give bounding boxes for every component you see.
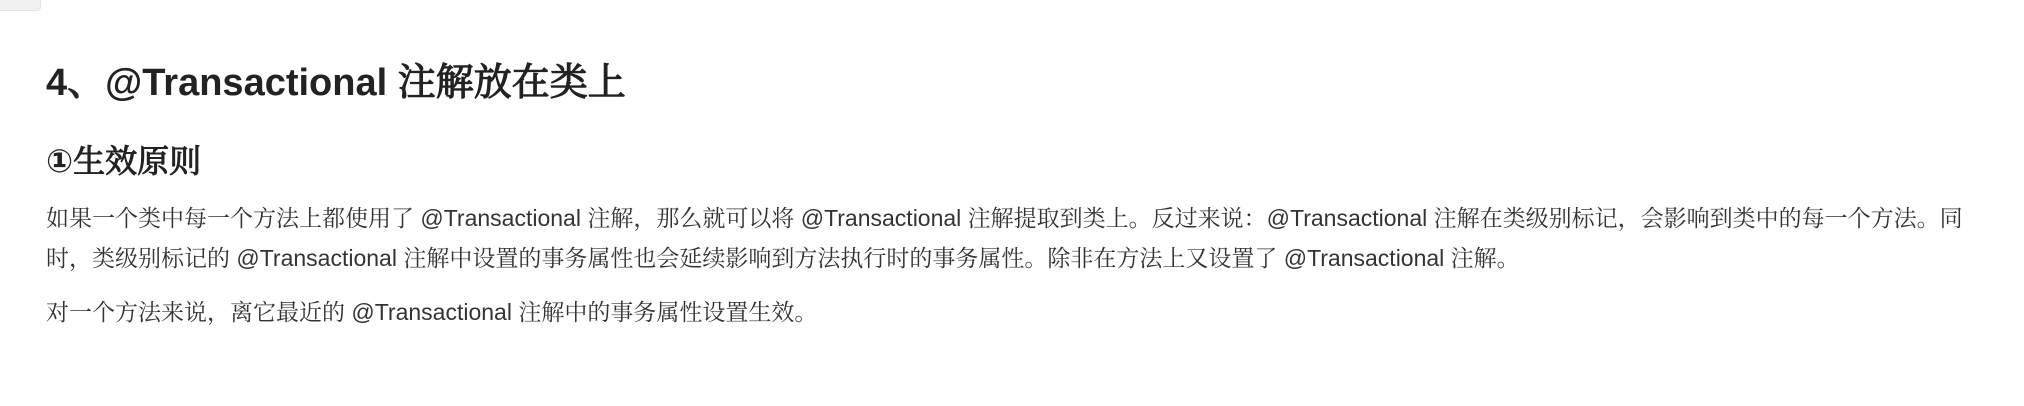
section-heading: 4、@Transactional 注解放在类上 — [46, 62, 626, 104]
subsection-heading: ①生效原则 — [46, 143, 202, 179]
paragraph-nearest: 对一个方法来说，离它最近的 @Transactional 注解中的事务属性设置生效。 — [46, 299, 818, 325]
paragraph-rule: 如果一个类中每一个方法上都使用了 @Transactional 注解，那么就可以将 @Transactional 注解提取到类上。反过来说：@Transactional 注解在类级别标记，会影响到类中的每一个方法。同时，类级别标记的 @Transactional 注解中设置的事务属性也会延续影响到方法执行时的事务属性。除非在方法上又设置了 @Transactional 注解。 — [46, 205, 1963, 271]
article-content — [46, 52, 1986, 332]
collapse-handle-icon[interactable] — [0, 0, 41, 11]
